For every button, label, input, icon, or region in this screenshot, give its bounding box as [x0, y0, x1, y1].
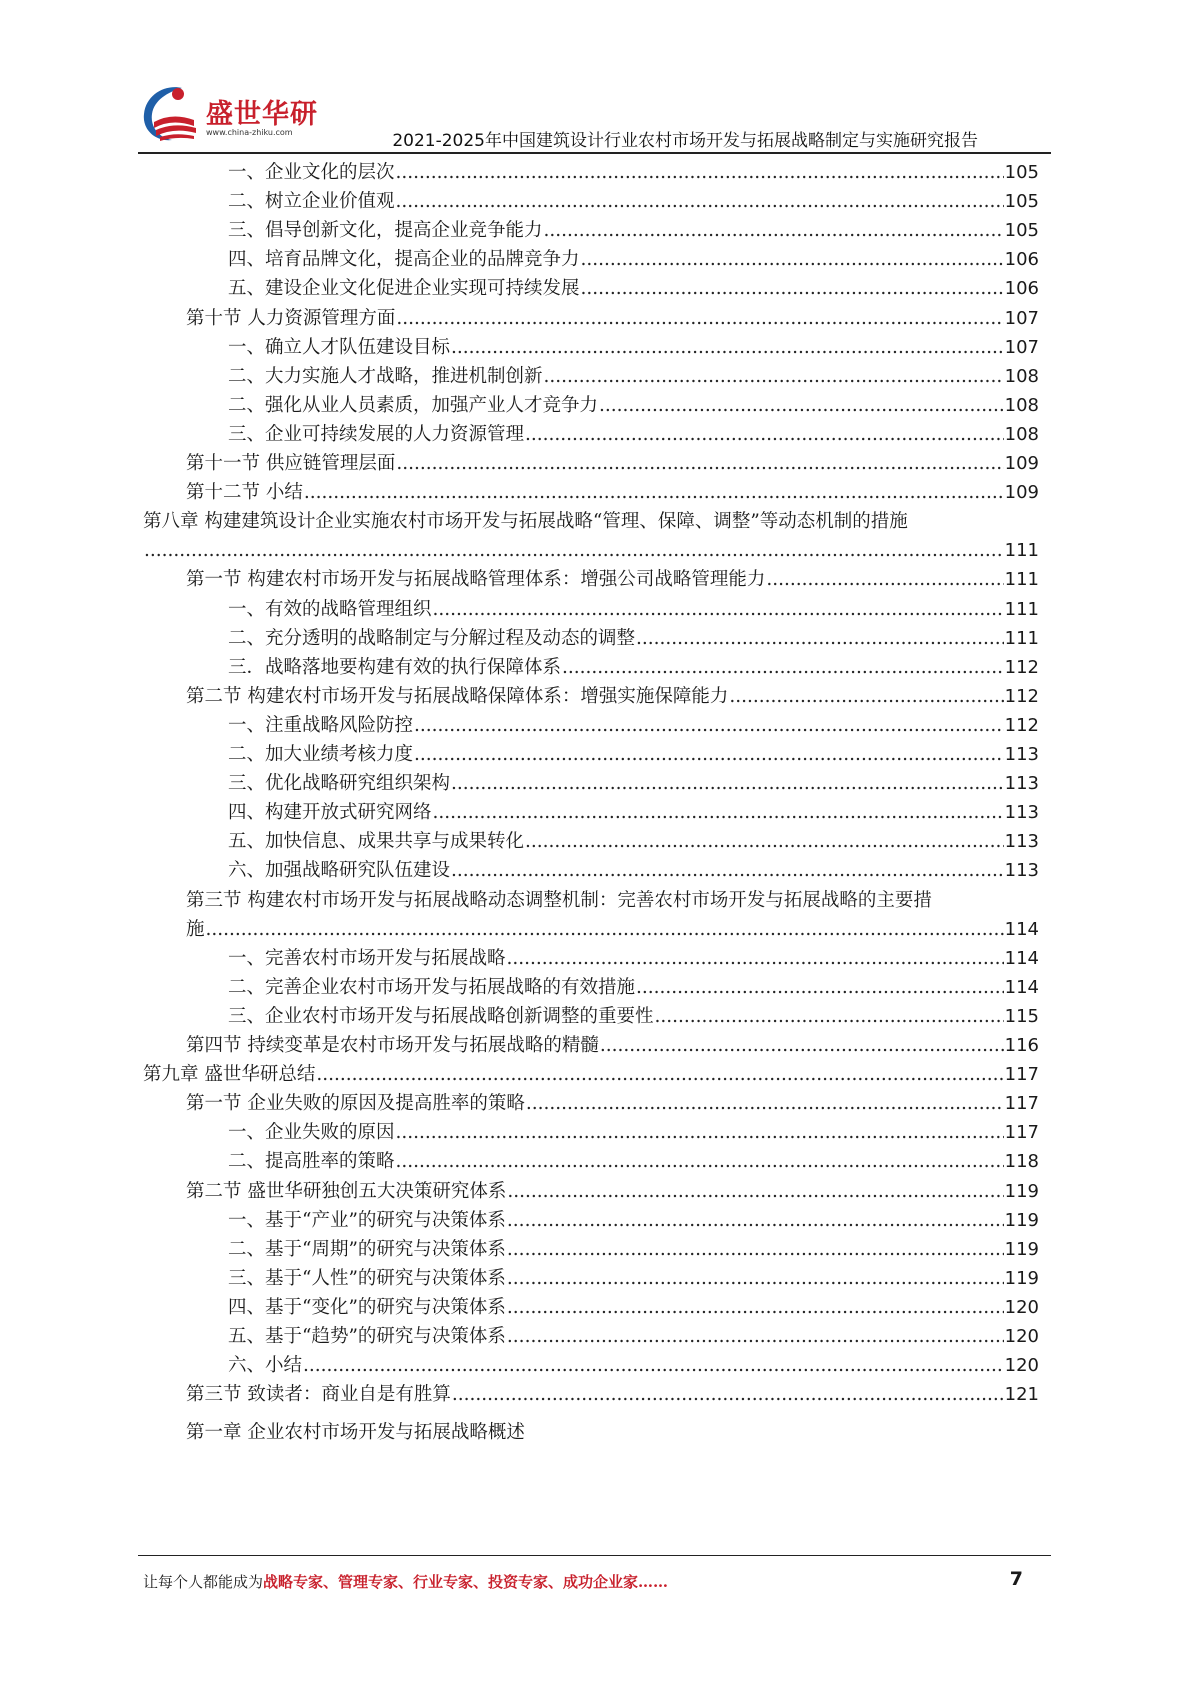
toc-leader-dots [396, 186, 1004, 217]
toc-entry-label: 一、企业失败的原因 [228, 1122, 395, 1144]
toc-entry[interactable] [228, 972, 1039, 1003]
toc-row [0, 506, 1191, 537]
toc-row [0, 1350, 1191, 1381]
toc-entry[interactable] [228, 797, 1039, 828]
toc-page-number: 117 [1004, 1122, 1039, 1144]
toc-leader-dots [304, 477, 1004, 508]
toc-entry-label: 一、确立人才队伍建设目标 [228, 336, 451, 358]
toc-entry[interactable] [228, 1292, 1039, 1323]
toc-entry[interactable] [228, 943, 1039, 974]
toc-leader-dots [396, 448, 1003, 479]
toc-entry-label: 第四节 持续变革是农村市场开发与拓展战略的精髓 [186, 1035, 599, 1056]
toc-page-number: 114 [1004, 918, 1039, 940]
toc-entry-label: 二、强化从业人员素质，加强产业人才竞争力 [228, 394, 599, 416]
toc-entry[interactable] [228, 186, 1039, 217]
toc-entry-label: 六、加强战略研究队伍建设 [228, 860, 451, 882]
toc-entry-label: 四、基于“变化”的研究与决策体系 [228, 1296, 506, 1318]
toc-entry[interactable] [143, 1059, 1039, 1090]
toc-row [0, 419, 1191, 450]
toc-entry-label: 二、树立企业价值观 [228, 191, 395, 213]
toc-row [0, 1263, 1191, 1294]
toc-entry[interactable] [186, 1088, 1039, 1119]
toc-leader-dots [507, 1321, 1004, 1352]
logo-mark-icon [138, 82, 202, 146]
toc-leader-dots [507, 1263, 1004, 1294]
toc-row [0, 1379, 1191, 1410]
toc-leader-dots [452, 1379, 1004, 1410]
toc-row [0, 332, 1191, 363]
toc-page-number: 113 [1004, 831, 1039, 853]
toc-entry-label: 第一节 构建农村市场开发与拓展战略管理体系：增强公司战略管理能力 [186, 569, 766, 591]
toc-leader-dots [636, 623, 1004, 654]
toc-row [0, 564, 1191, 595]
toc-entry[interactable] [228, 332, 1039, 363]
toc-row [0, 797, 1191, 828]
toc-leader-dots [396, 1117, 1004, 1148]
toc-entry[interactable] [186, 1176, 1039, 1207]
footer-slogan-accent: 战略专家、管理专家、行业专家、投资专家、成功企业家…… [263, 1573, 669, 1591]
toc-entry-label: 三、企业农村市场开发与拓展战略创新调整的重要性 [228, 1005, 654, 1027]
toc-entry-label: 五、基于“趋势”的研究与决策体系 [228, 1326, 506, 1347]
toc-entry[interactable] [186, 1379, 1039, 1410]
company-logo [138, 82, 318, 146]
toc-row [0, 943, 1191, 974]
toc-row [0, 535, 1191, 566]
toc-row [0, 972, 1191, 1003]
toc-leader-dots [766, 564, 1003, 595]
toc-entry[interactable] [228, 1205, 1039, 1236]
toc-page-number: 109 [1004, 453, 1039, 474]
toc-page-number: 119 [1004, 1209, 1039, 1231]
toc-entry[interactable] [186, 1030, 1039, 1061]
toc-page-number: 119 [1004, 1238, 1039, 1260]
toc-entry-label: 一、基于“产业”的研究与决策体系 [228, 1209, 506, 1231]
toc-entry[interactable] [228, 157, 1039, 188]
toc-page-number: 120 [1004, 1355, 1039, 1377]
toc-leader-dots [507, 1205, 1004, 1236]
toc-leader-dots [526, 1088, 1004, 1119]
toc-page-number: 108 [1004, 394, 1039, 416]
toc-entry-label: 三．战略落地要构建有效的执行保障体系 [228, 656, 562, 678]
toc-entry-label: 二、加大业绩考核力度 [228, 744, 414, 765]
toc-entry[interactable] [228, 390, 1039, 421]
toc-page-number: 119 [1004, 1267, 1039, 1289]
toc-page-number: 120 [1004, 1326, 1039, 1347]
toc-entry[interactable] [228, 1263, 1039, 1294]
toc-leader-dots [144, 535, 1004, 566]
toc-entry[interactable] [228, 273, 1039, 304]
toc-entry-label: 施 [186, 918, 205, 940]
toc-page-number: 107 [1004, 307, 1039, 329]
toc-row [0, 244, 1191, 275]
toc-page-number: 112 [1004, 685, 1039, 707]
toc-leader-dots [316, 1059, 1003, 1090]
toc-entry[interactable] [228, 739, 1039, 770]
toc-entry-label[interactable]: 第八章 构建建筑设计企业实施农村市场开发与拓展战略“管理、保障、调整”等动态机制的措施 [143, 511, 908, 533]
toc-page-number: 113 [1004, 860, 1039, 882]
toc-page-number: 106 [1004, 278, 1039, 300]
toc-entry[interactable] [228, 1117, 1039, 1148]
body-heading-row [0, 1417, 1191, 1448]
toc-entry[interactable] [228, 623, 1039, 654]
toc-entry-label: 五、建设企业文化促进企业实现可持续发展 [228, 278, 580, 300]
toc-page-number: 109 [1004, 482, 1039, 504]
toc-entry-label: 第二节 盛世华研独创五大决策研究体系 [186, 1180, 507, 1202]
toc-entry-label: 六、小结 [228, 1355, 303, 1377]
toc-leader-dots [303, 1350, 1004, 1381]
page-number: 7 [1009, 1568, 1023, 1590]
toc-entry[interactable] [228, 1234, 1039, 1265]
toc-row [0, 710, 1191, 741]
toc-leader-dots [525, 419, 1004, 450]
toc-page-number: 106 [1004, 249, 1039, 271]
toc-page-number: 116 [1004, 1035, 1039, 1056]
toc-page-number: 114 [1004, 947, 1039, 969]
toc-row [0, 652, 1191, 683]
toc-page-number: 112 [1004, 714, 1039, 736]
toc-leader-dots [396, 157, 1004, 188]
toc-entry[interactable] [228, 652, 1039, 683]
toc-page-number: 108 [1004, 365, 1039, 387]
toc-entry-label: 第三节 致读者：商业自是有胜算 [186, 1384, 451, 1406]
toc-entry-label: 五、加快信息、成果共享与成果转化 [228, 831, 525, 853]
toc-entry-label: 第一节 企业失败的原因及提高胜率的策略 [186, 1093, 525, 1115]
toc-entry-label: 二、提高胜率的策略 [228, 1151, 395, 1173]
toc-leader-dots [544, 215, 1004, 246]
toc-row [0, 1146, 1191, 1177]
toc-entry-label[interactable]: 第三节 构建农村市场开发与拓展战略动态调整机制：完善农村市场开发与拓展战略的主要措 [186, 889, 932, 911]
toc-entry-label: 三、基于“人性”的研究与决策体系 [228, 1267, 506, 1289]
toc-page-number: 105 [1004, 191, 1039, 213]
toc-row [0, 1292, 1191, 1323]
toc-leader-dots [451, 855, 1004, 886]
toc-row [0, 477, 1191, 508]
toc-row [0, 390, 1191, 421]
toc-page-number: 105 [1004, 220, 1039, 242]
toc-entry[interactable] [228, 855, 1039, 886]
footer-slogan-prefix: 让每个人都能成为 [143, 1573, 264, 1591]
toc-entry-label: 二、基于“周期”的研究与决策体系 [228, 1238, 506, 1260]
toc-leader-dots [396, 303, 1003, 334]
toc-page-number: 118 [1004, 1151, 1039, 1173]
toc-row [0, 1088, 1191, 1119]
toc-entry-label: 第十二节 小结 [186, 482, 303, 504]
toc-entry[interactable] [228, 1146, 1039, 1177]
toc-page-number: 117 [1004, 1093, 1039, 1115]
toc-entry-label: 二、大力实施人才战略，推进机制创新 [228, 365, 543, 387]
toc-leader-dots [525, 826, 1004, 857]
toc-entry[interactable] [186, 303, 1039, 334]
toc-row [0, 914, 1191, 945]
toc-row [0, 186, 1191, 217]
toc-entry-label: 一、有效的战略管理组织 [228, 598, 432, 620]
toc-entry[interactable] [228, 1001, 1039, 1032]
toc-leader-dots [507, 1292, 1004, 1323]
toc-entry-label: 一、注重战略风险防控 [228, 714, 414, 736]
toc-leader-dots [600, 1030, 1004, 1061]
toc-page-number: 120 [1004, 1296, 1039, 1318]
toc-leader-dots [206, 914, 1004, 945]
toc-entry-label: 三、企业可持续发展的人力资源管理 [228, 423, 525, 445]
logo-text: 盛世华研 [206, 99, 318, 130]
toc-leader-dots [433, 797, 1004, 828]
toc-page-number: 111 [1004, 569, 1039, 591]
toc-entry[interactable] [228, 826, 1039, 857]
toc-entry-label: 四、构建开放式研究网络 [228, 802, 432, 824]
report-title: 2021-2025年中国建筑设计行业农村市场开发与拓展战略制定与实施研究报告 [392, 131, 978, 151]
toc-row [0, 826, 1191, 857]
toc-page-number: 107 [1004, 336, 1039, 358]
toc-page-number: 111 [1004, 540, 1039, 562]
toc-entry[interactable] [228, 361, 1039, 392]
toc-row [0, 594, 1191, 625]
toc-leader-dots [581, 273, 1004, 304]
toc-entry[interactable] [228, 768, 1039, 799]
toc-row [0, 739, 1191, 770]
toc-leader-dots [655, 1001, 1004, 1032]
toc-entry[interactable] [186, 564, 1039, 595]
toc-page-number: 121 [1004, 1384, 1039, 1406]
toc-leader-dots [414, 739, 1004, 770]
toc-row [0, 1321, 1191, 1352]
toc-page-number: 114 [1004, 976, 1039, 998]
toc-leader-dots [507, 943, 1004, 974]
toc-entry[interactable] [143, 535, 1039, 566]
toc-row [0, 273, 1191, 304]
toc-entry-label: 一、企业文化的层次 [228, 162, 395, 183]
toc-leader-dots [581, 244, 1004, 275]
toc-entry-label: 二、完善企业农村市场开发与拓展战略的有效措施 [228, 976, 636, 998]
toc-leader-dots [729, 681, 1003, 712]
toc-row [0, 1059, 1191, 1090]
toc-leader-dots [507, 1176, 1003, 1207]
toc-row [0, 1001, 1191, 1032]
toc-page-number: 105 [1004, 162, 1039, 183]
page-header [0, 0, 1191, 152]
toc-entry[interactable] [186, 448, 1039, 479]
toc-row [0, 1234, 1191, 1265]
toc-row [0, 623, 1191, 654]
toc-entry-label: 三、优化战略研究组织架构 [228, 773, 451, 795]
toc-entry[interactable] [228, 1350, 1039, 1381]
toc-entry[interactable] [186, 914, 1039, 945]
toc-row [0, 1205, 1191, 1236]
footer-slogan [143, 1571, 668, 1592]
toc-entry-label: 二、充分透明的战略制定与分解过程及动态的调整 [228, 627, 636, 649]
toc-entry[interactable] [228, 1321, 1039, 1352]
toc-entry[interactable] [186, 681, 1039, 712]
toc-leader-dots [507, 1234, 1004, 1265]
toc-row [0, 448, 1191, 479]
toc-leader-dots [396, 1146, 1004, 1177]
toc-page-number: 117 [1004, 1064, 1039, 1086]
toc-page-number: 111 [1004, 598, 1039, 620]
toc-page-number: 113 [1004, 773, 1039, 795]
toc-page-number: 119 [1004, 1180, 1039, 1202]
toc-entry-label: 三、倡导创新文化，提高企业竞争能力 [228, 220, 543, 242]
toc-leader-dots [562, 652, 1004, 683]
toc-row [0, 215, 1191, 246]
toc-page-number: 108 [1004, 423, 1039, 445]
toc-row [0, 855, 1191, 886]
toc-row [0, 1030, 1191, 1061]
chapter-heading: 第一章 企业农村市场开发与拓展战略概述 [186, 1422, 525, 1444]
toc-row [0, 303, 1191, 334]
toc-row [0, 768, 1191, 799]
toc-entry-label: 第二节 构建农村市场开发与拓展战略保障体系：增强实施保障能力 [186, 685, 729, 707]
toc-page-number: 113 [1004, 802, 1039, 824]
footer-divider [138, 1555, 1051, 1556]
toc-row [0, 885, 1191, 916]
toc-row [0, 1117, 1191, 1148]
toc-leader-dots [544, 361, 1004, 392]
toc-entry[interactable] [186, 477, 1039, 508]
toc-row [0, 1176, 1191, 1207]
toc-page-number: 115 [1004, 1005, 1039, 1027]
toc-leader-dots [451, 768, 1004, 799]
logo-url: www.china-zhiku.com [206, 128, 293, 137]
toc-page-number: 111 [1004, 627, 1039, 649]
toc-entry-label: 一、完善农村市场开发与拓展战略 [228, 947, 506, 969]
toc-row [0, 681, 1191, 712]
toc-entry-label: 第十节 人力资源管理方面 [186, 307, 396, 329]
toc-entry-label: 四、培育品牌文化，提高企业的品牌竞争力 [228, 249, 580, 271]
toc-entry[interactable] [228, 419, 1039, 450]
toc-row [0, 361, 1191, 392]
toc-entry[interactable] [228, 215, 1039, 246]
toc-entry[interactable] [228, 710, 1039, 741]
toc-leader-dots [451, 332, 1004, 363]
toc-leader-dots [636, 972, 1004, 1003]
toc-entry-label: 第十一节 供应链管理层面 [186, 453, 396, 474]
toc-leader-dots [599, 390, 1004, 421]
toc-row [0, 157, 1191, 188]
header-divider [138, 152, 1051, 154]
toc-page-number: 112 [1004, 656, 1039, 678]
toc-entry-label: 第九章 盛世华研总结 [143, 1064, 316, 1086]
toc-leader-dots [414, 710, 1004, 741]
toc-leader-dots [433, 594, 1004, 625]
toc-entry[interactable] [228, 594, 1039, 625]
toc-page-number: 113 [1004, 744, 1039, 765]
toc-entry[interactable] [228, 244, 1039, 275]
